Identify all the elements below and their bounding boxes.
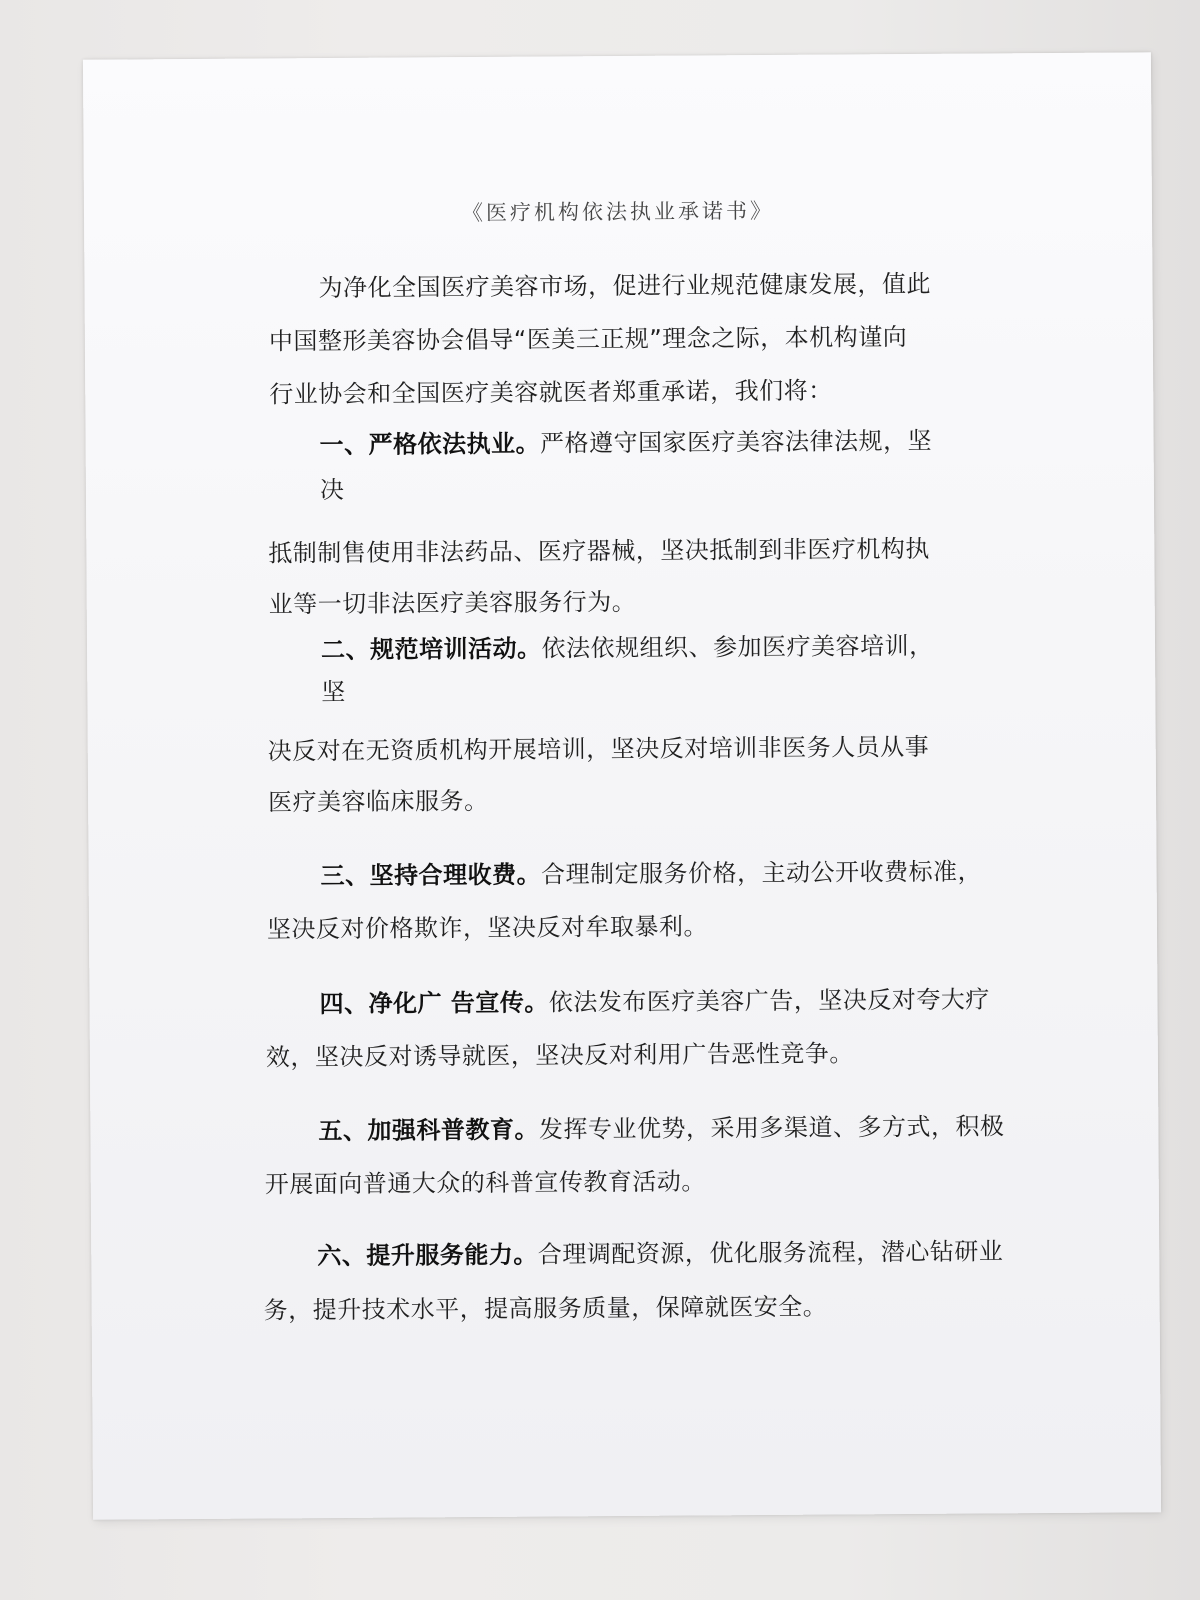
paper-sheet bbox=[83, 52, 1161, 1519]
item-2-line-2: 决反对在无资质机构开展培训，坚决反对培训非医务人员从事 bbox=[267, 732, 930, 766]
item-1-heading: 一、严格依法执业。 bbox=[319, 429, 541, 460]
intro-line-2: 中国整形美容协会倡导“医美三正规”理念之际，本机构谨向 bbox=[268, 322, 908, 356]
item-5-line-2: 开展面向普通大众的科普宣传教育活动。 bbox=[264, 1167, 706, 1199]
item-3-first-line bbox=[320, 851, 982, 891]
item-5-text: 发挥专业优势，采用多渠道、多方式，积极 bbox=[538, 1112, 1005, 1144]
item-2-line-3: 医疗美容临床服务。 bbox=[268, 786, 489, 817]
item-4-heading: 四、净化广 告宣传。 bbox=[319, 988, 549, 1019]
item-3-heading: 三、坚持合理收费。 bbox=[320, 860, 542, 891]
item-3-line-2: 坚决反对价格欺诈，坚决反对牟取暴利。 bbox=[266, 912, 709, 944]
item-1-line-3: 业等一切非法医疗美容服务行为。 bbox=[268, 587, 637, 619]
intro-line-1: 为净化全国医疗美容市场，促进行业规范健康发展，值此 bbox=[318, 269, 932, 303]
item-2-heading: 二、规范培训活动。 bbox=[320, 634, 542, 665]
item-5-heading: 五、加强科普教育。 bbox=[318, 1115, 539, 1146]
intro-line-3: 行业协会和全国医疗美容就医者郑重承诺，我们将： bbox=[269, 376, 833, 409]
item-3-text: 合理制定服务价格，主动公开收费标准， bbox=[541, 857, 983, 889]
item-2-first-line bbox=[321, 626, 934, 665]
item-4-first-line bbox=[319, 979, 990, 1019]
document-title: 《医疗机构依法执业承诺书》 bbox=[461, 198, 775, 226]
item-6-text: 合理调配资源，优化服务流程，潜心钻研业 bbox=[537, 1237, 1004, 1269]
item-2-wrap-char: 坚 bbox=[321, 677, 346, 707]
item-6-heading: 六、提升服务能力。 bbox=[317, 1240, 538, 1271]
item-1-wrap-char: 决 bbox=[319, 475, 345, 505]
item-1-line-2: 抵制制售使用非法药品、医疗器械，坚决抵制到非医疗机构执 bbox=[268, 534, 930, 568]
item-6-line-2: 务，提升技术水平，提高服务质量，保障就医安全。 bbox=[263, 1292, 828, 1325]
item-1-first-line bbox=[319, 421, 932, 460]
item-5-first-line bbox=[318, 1106, 1004, 1146]
item-6-first-line bbox=[317, 1231, 1003, 1271]
item-1-text: 严格遵守国家医疗美容法律法规，坚 bbox=[540, 426, 933, 458]
item-4-line-2: 效，坚决反对诱导就医，坚决反对利用广告恶性竞争。 bbox=[265, 1039, 854, 1072]
item-2-text: 依法依规组织、参加医疗美容培训， bbox=[541, 631, 934, 663]
item-4-text: 依法发布医疗美容广告，坚决反对夸大疗 bbox=[548, 985, 990, 1017]
